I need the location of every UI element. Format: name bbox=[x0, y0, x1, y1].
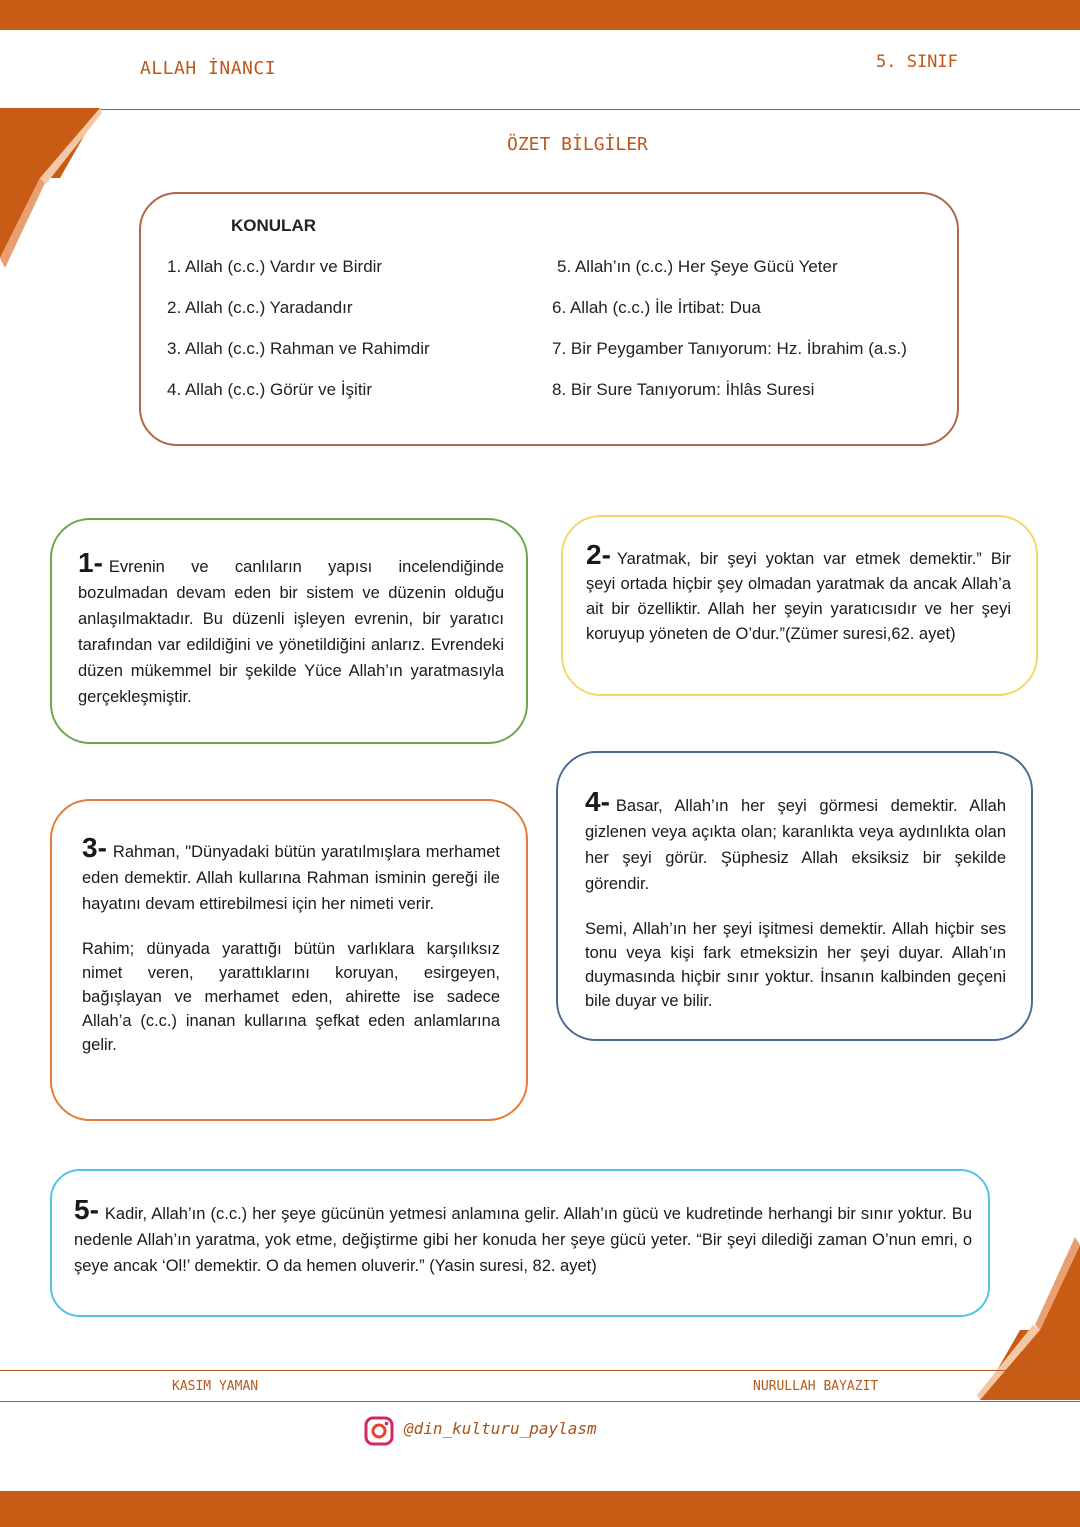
card-text-2: Rahim; dünyada yarattığı bütün varlıklara karşılıksız nimet veren, yarattıklarını koruyan, esirgeyen, bağışlayan ve merhamet eden, ahirette ise sadece Allah’a (c.c.) inanan kullarına şefkat eden anlamlarına gelir. bbox=[82, 940, 500, 1054]
card-number: 2- bbox=[586, 539, 611, 570]
instagram-icon[interactable] bbox=[364, 1416, 394, 1446]
topic-item: 6. Allah (c.c.) İle İrtibat: Dua bbox=[552, 298, 761, 317]
card-number: 5- bbox=[74, 1194, 99, 1225]
card-number: 1- bbox=[78, 547, 103, 578]
author-right: NURULLAH BAYAZIT bbox=[753, 1379, 879, 1394]
card-number: 3- bbox=[82, 832, 107, 863]
card-text: Yaratmak, bir şeyi yoktan var etmek demektir.” Bir şeyi ortada hiçbir şey olmadan yaratmak da ancak Allah’a ait bir özelliktir. Allah her şeyin yaratıcısıdır ve her şeyi koruyup yöneten de O’dur.”(Zümer suresi,62. ayet) bbox=[586, 550, 1011, 643]
card-text: Rahman, "Dünyadaki bütün yaratılmışlara merhamet eden demektir. Allah kullarına Rahman isminin gereği ile hayatını devam ettirebilmesi için her nimeti verir. bbox=[82, 843, 500, 913]
corner-ribbon-bottom-right bbox=[975, 1185, 1080, 1400]
topics-box bbox=[139, 192, 959, 446]
topic-item: 8. Bir Sure Tanıyorum: İhlâs Suresi bbox=[552, 380, 815, 399]
footer-divider-bottom bbox=[0, 1401, 1080, 1402]
topic-item: 5. Allah’ın (c.c.) Her Şeye Gücü Yeter bbox=[557, 257, 838, 276]
info-card-2 bbox=[561, 515, 1038, 696]
topic-item: 7. Bir Peygamber Tanıyorum: Hz. İbrahim (a.s.) bbox=[552, 339, 907, 358]
card-text-2: Semi, Allah’ın her şeyi işitmesi demektir. Allah hiçbir ses tonu veya kişi fark etmeksizin her şeyi duyar. Allah’ın duymasında hiçbir sınır yoktur. İnsanın kalbinden geçeni bile duyar ve bilir. bbox=[585, 920, 1006, 1010]
card-number: 4- bbox=[585, 786, 610, 817]
footer-divider-top bbox=[0, 1370, 1080, 1371]
card-text: Basar, Allah’ın her şeyi görmesi demektir. Allah gizlenen veya açıkta olan; karanlıkta veya aydınlıkta olan her şeyi görür. Şüphesiz Allah eksiksiz bir şekilde görendir. bbox=[585, 797, 1006, 893]
top-color-bar bbox=[0, 0, 1080, 30]
topic-item: 4. Allah (c.c.) Görür ve İşitir bbox=[167, 380, 372, 399]
header-divider bbox=[0, 109, 1080, 110]
grade-label: 5. SINIF bbox=[876, 52, 958, 72]
topic-item: 3. Allah (c.c.) Rahman ve Rahimdir bbox=[167, 339, 430, 358]
corner-ribbon-top-left bbox=[0, 108, 110, 318]
card-text: Kadir, Allah’ın (c.c.) her şeye gücünün yetmesi anlamına gelir. Allah’ın gücü ve kudretinde herhangi bir sınır yoktur. Bu nedenle Allah’ın yaratma, yok etme, değiştirme gibi her konuda her şeye gücü yeter. “Bir şeyi dilediği zaman O’nun emri, o şeye ancak ‘Ol!’ demektir. O da hemen oluverir.” (Yasin suresi, 82. ayet) bbox=[74, 1205, 972, 1275]
topic-item: 2. Allah (c.c.) Yaradandır bbox=[167, 298, 353, 317]
info-card-1 bbox=[50, 518, 528, 744]
topic-item: 1. Allah (c.c.) Vardır ve Birdir bbox=[167, 257, 383, 276]
section-title: ÖZET BİLGİLER bbox=[507, 134, 648, 155]
info-card-3 bbox=[50, 799, 528, 1121]
card-text: Evrenin ve canlıların yapısı incelendiğinde bozulmadan devam eden bir sistem ve düzenin olduğu anlaşılmaktadır. Bu düzenli işleyen evrenin, bir yaratıcı tarafından var edildiğini ve yönetildiğini anlarız. Evrendeki düzen mükemmel bir şekilde Yüce Allah’ın yaratmasıyla gerçekleşmiştir. bbox=[78, 558, 504, 706]
topics-title: KONULAR bbox=[231, 216, 316, 235]
social-handle[interactable]: @din_kulturu_paylasm bbox=[404, 1419, 597, 1438]
info-card-4 bbox=[556, 751, 1033, 1041]
info-card-5 bbox=[50, 1169, 990, 1317]
bottom-color-bar bbox=[0, 1491, 1080, 1527]
author-left: KASIM YAMAN bbox=[172, 1379, 259, 1394]
subject-title: ALLAH İNANCI bbox=[140, 58, 277, 79]
